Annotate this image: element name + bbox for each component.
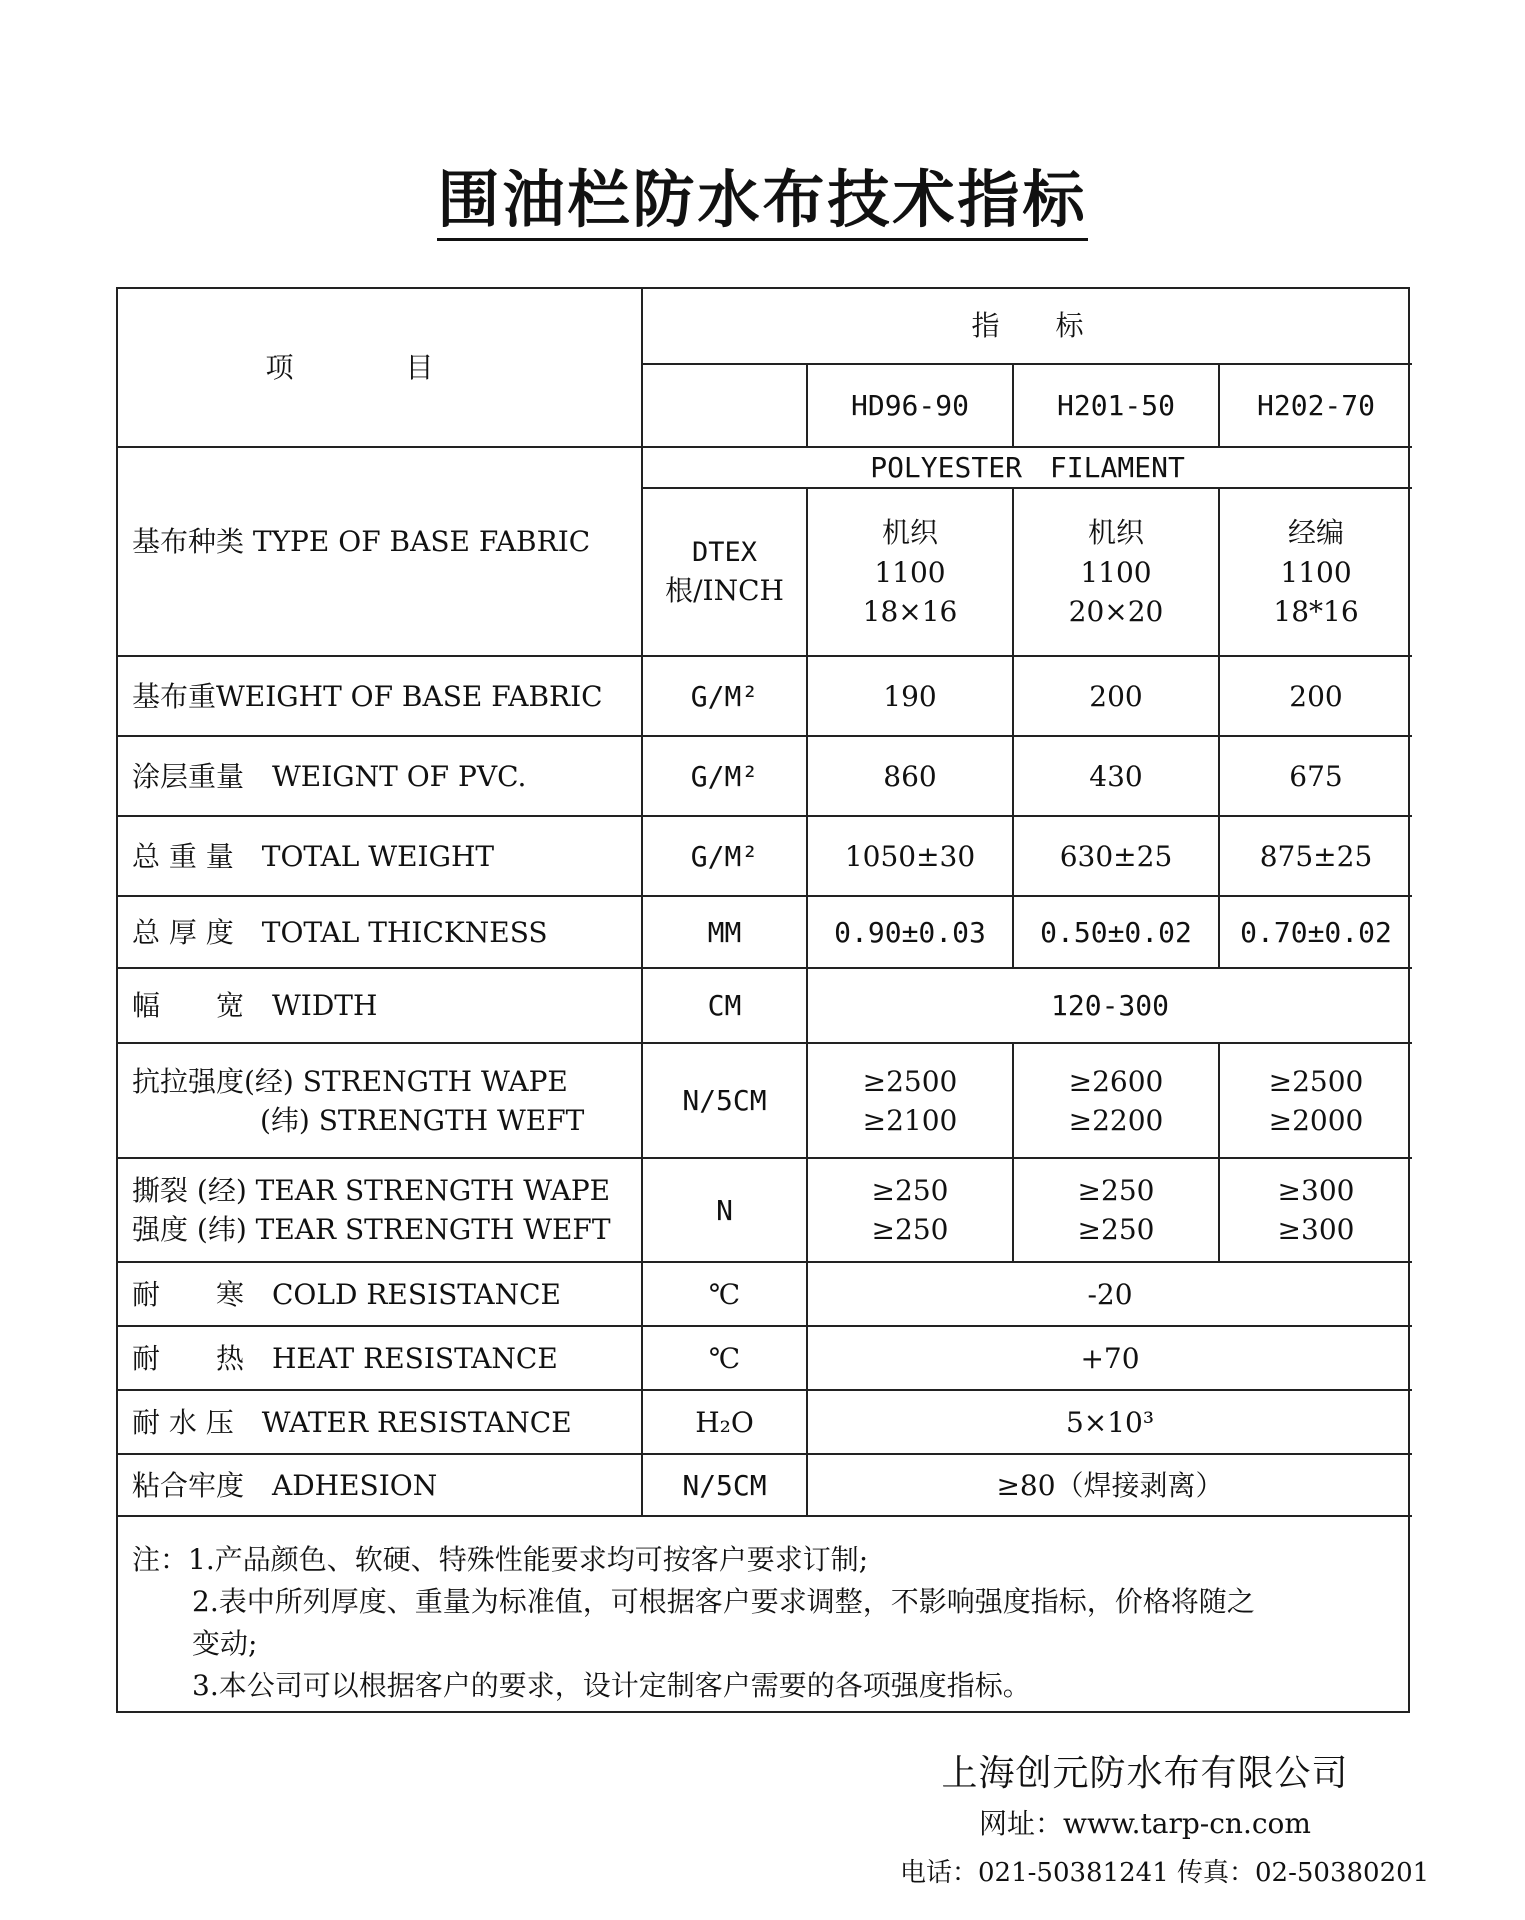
unit-cell: ℃ xyxy=(642,1262,807,1326)
adhesion-row xyxy=(118,1454,1412,1516)
row-label: 涂层重量 WEIGNT OF PVC. xyxy=(118,736,642,816)
value-cell: ≥80（焊接剥离） xyxy=(807,1454,1412,1516)
notes xyxy=(118,1517,1408,1707)
contact-info: 电话：021-50381241 传真：02-50380201 xyxy=(900,1858,1430,1888)
thickness-row xyxy=(118,896,1412,968)
strength-row xyxy=(118,1043,1412,1158)
value-cell: +70 xyxy=(807,1326,1412,1390)
unit-cell: H₂O xyxy=(642,1390,807,1454)
row-label: 耐 水 压 WATER RESISTANCE xyxy=(118,1390,642,1454)
company-footer xyxy=(900,1745,1430,1889)
value-cell: 5×10³ xyxy=(807,1390,1412,1454)
row-label: 总 厚 度 TOTAL THICKNESS xyxy=(118,896,642,968)
value-cell: -20 xyxy=(807,1262,1412,1326)
value-cell: ≥2600 ≥2200 xyxy=(1013,1043,1219,1158)
row-label: 粘合牢度 ADHESION xyxy=(118,1454,642,1516)
header-row xyxy=(118,289,1412,364)
note-line: 注：1.产品颜色、软硬、特殊性能要求均可按客户要求订制; xyxy=(132,1543,869,1577)
index-header: 指 标 xyxy=(642,289,1412,364)
row-label: 幅 宽 WIDTH xyxy=(118,968,642,1043)
unit-cell: G/M² xyxy=(642,736,807,816)
tear-row xyxy=(118,1158,1412,1262)
value-cell: 1050±30 xyxy=(807,816,1013,896)
value-cell: ≥300 ≥300 xyxy=(1219,1158,1412,1262)
row-label: 耐 热 HEAT RESISTANCE xyxy=(118,1326,642,1390)
value-cell: ≥250 ≥250 xyxy=(807,1158,1013,1262)
value-cell: 机织 1100 20×20 xyxy=(1013,488,1219,656)
website: 网址：www.tarp-cn.com xyxy=(979,1807,1311,1840)
page-title: 围油栏防水布技术指标 xyxy=(0,150,1525,239)
unit-cell: N/5CM xyxy=(642,1454,807,1516)
cold-row xyxy=(118,1262,1412,1326)
row-label: 耐 寒 COLD RESISTANCE xyxy=(118,1262,642,1326)
material-cell: POLYESTER FILAMENT xyxy=(642,447,1412,488)
value-cell: 0.50±0.02 xyxy=(1013,896,1219,968)
spec-sheet xyxy=(116,287,1410,1713)
unit-cell: CM xyxy=(642,968,807,1043)
value-cell: 200 xyxy=(1013,656,1219,736)
unit-cell: ℃ xyxy=(642,1326,807,1390)
row-label: 基布种类 TYPE OF BASE FABRIC xyxy=(118,447,642,656)
value-cell: 0.70±0.02 xyxy=(1219,896,1412,968)
unit-header-cell xyxy=(642,364,807,447)
model-cell: H201-50 xyxy=(1013,364,1219,447)
value-cell: 经编 1100 18*16 xyxy=(1219,488,1412,656)
model-cell: H202-70 xyxy=(1219,364,1412,447)
unit-cell: DTEX 根/INCH xyxy=(642,488,807,656)
value-cell: 120-300 xyxy=(807,968,1412,1043)
fabric-row xyxy=(118,447,1412,488)
unit-cell: N/5CM xyxy=(642,1043,807,1158)
item-header: 项 目 xyxy=(118,289,642,447)
unit-cell: MM xyxy=(642,896,807,968)
value-cell: 190 xyxy=(807,656,1013,736)
row-label: 总 重 量 TOTAL WEIGHT xyxy=(118,816,642,896)
company-name: 上海创元防水布有限公司 xyxy=(941,1753,1349,1794)
spec-table xyxy=(118,289,1412,1517)
row-label: 抗拉强度(经) STRENGTH WAPE (纬) STRENGTH WEFT xyxy=(118,1043,642,1158)
row-label: 基布重WEIGHT OF BASE FABRIC xyxy=(118,656,642,736)
heat-row xyxy=(118,1326,1412,1390)
unit-cell: G/M² xyxy=(642,656,807,736)
row-label: 撕裂 (经) TEAR STRENGTH WAPE 强度 (纬) TEAR STRENGTH WEFT xyxy=(118,1158,642,1262)
value-cell: ≥2500 ≥2000 xyxy=(1219,1043,1412,1158)
unit-cell: N xyxy=(642,1158,807,1262)
note-line: 2.表中所列厚度、重量为标准值，可根据客户要求调整，不影响强度指标，价格将随之 xyxy=(192,1585,1255,1619)
value-cell: 675 xyxy=(1219,736,1412,816)
note-line: 3.本公司可以根据客户的要求，设计定制客户需要的各项强度指标。 xyxy=(192,1669,1031,1703)
unit-cell: G/M² xyxy=(642,816,807,896)
value-cell: 860 xyxy=(807,736,1013,816)
note-line: 变动; xyxy=(192,1627,258,1661)
value-cell: 630±25 xyxy=(1013,816,1219,896)
water-row xyxy=(118,1390,1412,1454)
value-cell: 430 xyxy=(1013,736,1219,816)
width-row xyxy=(118,968,1412,1043)
value-cell: 200 xyxy=(1219,656,1412,736)
value-cell: ≥2500 ≥2100 xyxy=(807,1043,1013,1158)
pvc-weight-row xyxy=(118,736,1412,816)
total-weight-row xyxy=(118,816,1412,896)
base-weight-row xyxy=(118,656,1412,736)
value-cell: 0.90±0.03 xyxy=(807,896,1013,968)
value-cell: ≥250 ≥250 xyxy=(1013,1158,1219,1262)
value-cell: 875±25 xyxy=(1219,816,1412,896)
value-cell: 机织 1100 18×16 xyxy=(807,488,1013,656)
model-cell: HD96-90 xyxy=(807,364,1013,447)
